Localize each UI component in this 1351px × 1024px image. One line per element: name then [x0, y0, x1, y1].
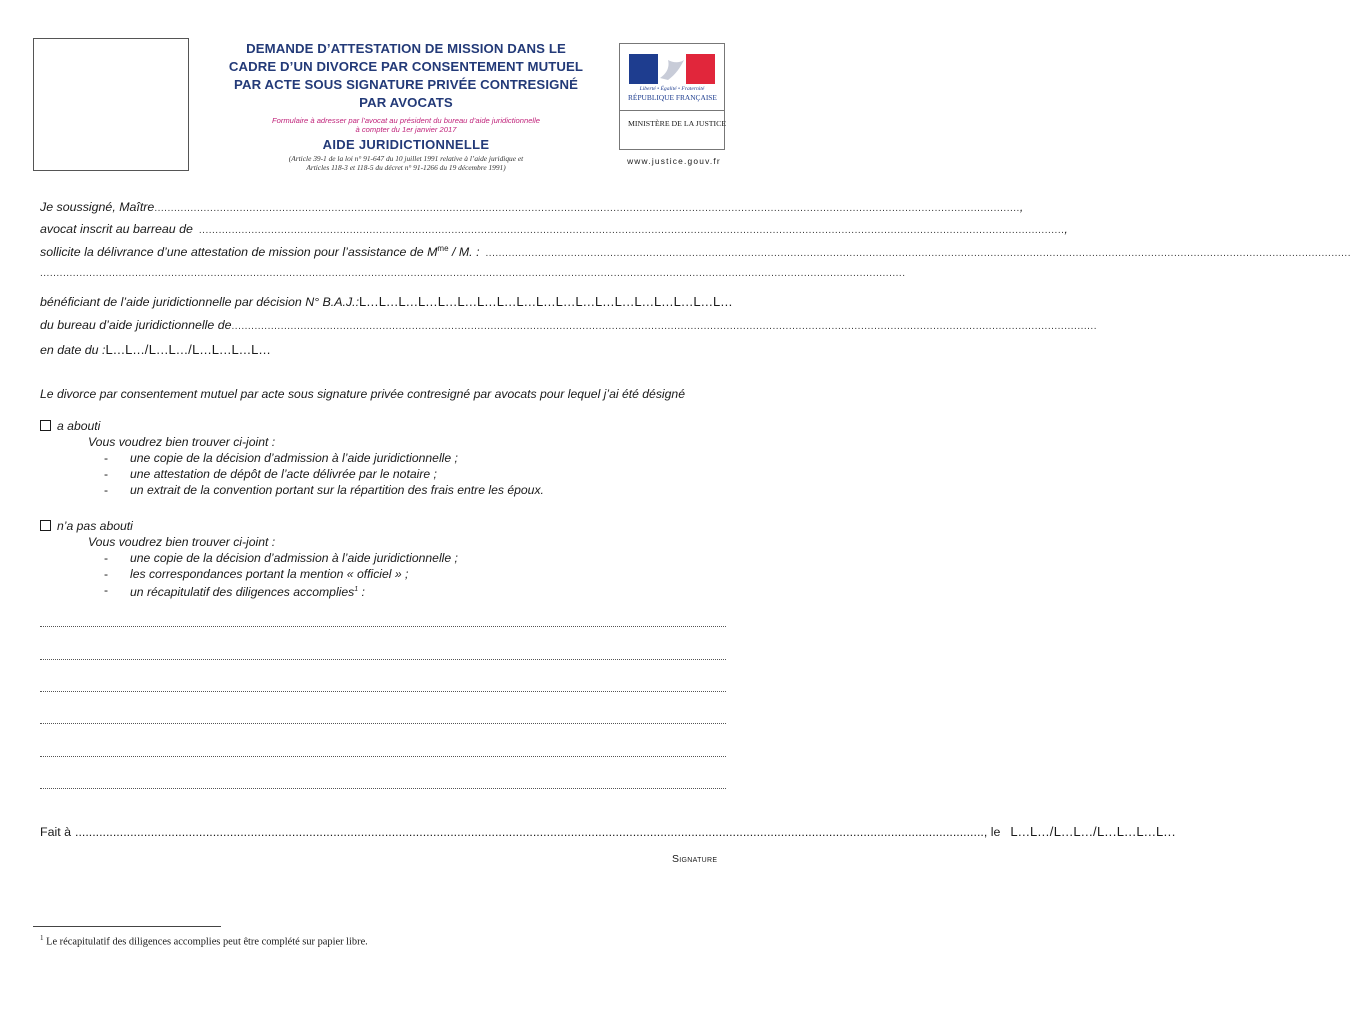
diligences-line[interactable]: [40, 691, 726, 692]
divorce-intro: Le divorce par consentement mutuel par acte sous signature privée contresigné par avocats pour lequel j’ai été désigné: [40, 387, 685, 401]
baj-number-field[interactable]: bénéficiant de l’aide juridictionnelle par décision N° B.A.J.: L...L...L...L...L...L...L...L...L...L...L...L...L...L...L...L...L...L...L...: [40, 294, 733, 309]
client-dots: [480, 248, 1351, 259]
diligences-line[interactable]: [40, 756, 726, 757]
stamp-box: [33, 38, 189, 171]
lawyer-name-dots: [154, 203, 1019, 214]
lawyer-name-field[interactable]: Je soussigné, Maître ..... ,: [40, 200, 730, 214]
footnote-divider: [33, 926, 221, 927]
decision-date-field[interactable]: en date du : L...L.../L...L.../L...L...L...L...: [40, 342, 271, 357]
list-item: - une attestation de dépôt de l’acte délivrée par le notaire ;: [104, 467, 437, 481]
list-item: - une copie de la décision d’admission à l’aide juridictionnelle ;: [104, 551, 458, 565]
document-header: [200, 40, 612, 172]
signature-label: Signature: [672, 853, 718, 865]
aide-juridictionnelle-heading: AIDE JURIDICTIONNELLE: [322, 137, 490, 152]
ministry-website: www.justice.gouv.fr: [627, 156, 721, 166]
diligences-line[interactable]: [40, 723, 726, 724]
republic-motto: Liberté • Égalité • Fraternité: [639, 86, 705, 92]
checkbox-a-abouti[interactable]: [40, 420, 51, 431]
place-dots: [71, 825, 984, 839]
diligences-line[interactable]: [40, 659, 726, 660]
footnote: $^1$ Le récapitulatif des diligences accomplies peut être complété sur papier libre.: [40, 934, 368, 948]
client-continuation-dots: [40, 268, 905, 279]
checkbox-n-a-pas-abouti[interactable]: [40, 520, 51, 531]
decision-date-boxes: L...L.../L...L.../L...L...L...L...: [105, 342, 271, 357]
place-date-field[interactable]: Fait à ..... , le L...L.../L...L.../L...L...L...L...: [40, 824, 660, 839]
diligences-line[interactable]: [40, 788, 726, 789]
document-title: DEMANDE D’ATTESTATION DE MISSION DANS LE CADRE D’UN DIVORCE PAR CONSENTEMENT MUTUEL PAR ACTE SOUS SIGNATURE PRIVÉE CONTRESIGNÉ PAR AVOCATS: [228, 41, 584, 110]
bar-dots: [193, 225, 1064, 236]
republic-name: RÉPUBLIQUE FRANÇAISE: [628, 93, 717, 102]
list-item: - une copie de la décision d’admission à l’aide juridictionnelle ;: [104, 451, 458, 465]
client-continuation-field[interactable]: [40, 268, 728, 279]
list-item: - un récapitulatif des diligences accomplies$^1$ :: [104, 583, 365, 600]
ministry-name: MINISTÈRE DE LA JUSTICE: [628, 119, 727, 128]
client-field[interactable]: sollicite la délivrance d’une attestation de mission pour l’assistance de $M^{me}$ / M. : .....: [40, 244, 728, 259]
option-a-abouti: a abouti Vous voudrez bien trouver ci-joint : - une copie de la décision d’admission à l’aide juridictionnelle ; - une attestation de dépôt de l’acte délivrée par le notaire ; - un extrait de la convention portant sur la répartition des frais entre les époux.: [40, 418, 544, 498]
diligences-line[interactable]: [40, 626, 726, 627]
option-n-a-pas-abouti: n’a pas abouti Vous voudrez bien trouver ci-joint : - une copie de la décision d’admission à l’aide juridictionnelle ; - les correspondances portant la mention « officiel » ; - un récapitulatif des diligences accomplies$^1$ :: [40, 518, 458, 600]
aid-office-dots: [232, 321, 1097, 332]
ministry-logo: [619, 43, 725, 150]
aid-office-field[interactable]: du bureau d’aide juridictionnelle de .....: [40, 318, 730, 332]
logo-divider: [620, 110, 724, 111]
list-item: - un extrait de la convention portant sur la répartition des frais entre les époux.: [104, 483, 544, 497]
legal-references: (Article 39-1 de la loi n° 91-647 du 10 juillet 1991 relative à l’aide juridique et Articles 118-3 et 118-5 du décret n° 91-1266 du 19 décembre 1991): [288, 154, 524, 172]
list-item: - les correspondances portant la mention « officiel » ;: [104, 567, 409, 581]
signature-date-boxes: L...L.../L...L.../L...L...L...L...: [1010, 824, 1176, 839]
marianne-flag-icon: [629, 54, 715, 84]
document-subtitle: Formulaire à adresser par l’avocat au président du bureau d’aide juridictionnelle à compter du 1er janvier 2017: [271, 116, 541, 134]
baj-number-boxes: L...L...L...L...L...L...L...L...L...L...L...L...L...L...L...L...L...L...L...: [359, 294, 733, 309]
bar-field[interactable]: avocat inscrit au barreau de ..... ,: [40, 222, 730, 236]
